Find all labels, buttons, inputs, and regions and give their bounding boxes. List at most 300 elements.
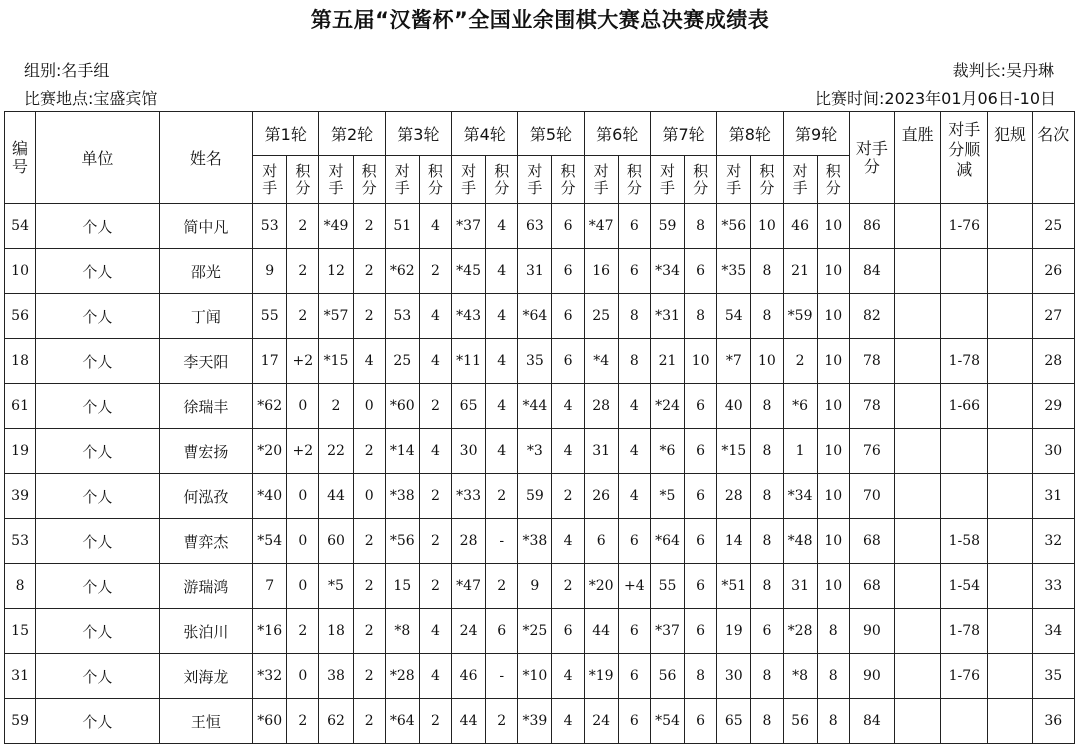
table-row: [5, 384, 1075, 429]
opp-score: 86: [849, 204, 894, 249]
header-opp-desc: [941, 112, 988, 204]
round-4-opponent: *33: [452, 474, 486, 519]
round-2-score: 0: [353, 474, 385, 519]
round-5-score: 4: [552, 699, 584, 744]
direct-win: [895, 294, 941, 339]
table-row: [5, 699, 1075, 744]
round-8-score: 10: [751, 339, 783, 384]
player-name: 丁闻: [159, 294, 252, 339]
header-round-3: 第3轮: [385, 112, 451, 156]
round-9-score: 10: [817, 384, 849, 429]
header-opponent-text: 对手: [593, 161, 609, 197]
round-7-opponent: 59: [650, 204, 684, 249]
player-name: 游瑞鸿: [159, 564, 252, 609]
round-8-score: 8: [751, 429, 783, 474]
round-5-score: 4: [552, 519, 584, 564]
header-score-text: 积分: [560, 161, 576, 197]
round-1-opponent: *54: [253, 519, 287, 564]
round-7-opponent: 56: [650, 654, 684, 699]
round-4-score: -: [486, 519, 518, 564]
direct-win: [895, 249, 941, 294]
opp-score: 68: [849, 519, 894, 564]
round-2-opponent: 12: [319, 249, 353, 294]
round-5-score: 4: [552, 429, 584, 474]
opp-score: 78: [849, 339, 894, 384]
header-opp-score-text: 对手分: [855, 138, 888, 176]
round-3-opponent: *8: [385, 609, 419, 654]
round-8-opponent: 65: [717, 699, 751, 744]
opp-score-desc: 1-78: [941, 609, 988, 654]
table-row: [5, 519, 1075, 564]
player-no: 54: [5, 204, 36, 249]
direct-win: [895, 699, 941, 744]
round-1-opponent: 55: [253, 294, 287, 339]
round-6-opponent: 25: [584, 294, 618, 339]
round-3-score: 4: [419, 609, 451, 654]
round-2-opponent: *57: [319, 294, 353, 339]
round-8-opponent: 19: [717, 609, 751, 654]
round-5-score: 6: [552, 609, 584, 654]
round-4-opponent: *45: [452, 249, 486, 294]
round-5-score: 2: [552, 474, 584, 519]
round-4-score: 4: [486, 429, 518, 474]
round-8-opponent: *15: [717, 429, 751, 474]
round-7-score: 6: [685, 474, 717, 519]
player-unit: 个人: [36, 384, 160, 429]
direct-win: [895, 339, 941, 384]
round-6-score: 6: [618, 654, 650, 699]
round-3-opponent: *28: [385, 654, 419, 699]
foul: [988, 294, 1032, 339]
foul: [988, 609, 1032, 654]
round-8-opponent: 40: [717, 384, 751, 429]
round-7-opponent: 21: [650, 339, 684, 384]
round-6-score: 4: [618, 384, 650, 429]
direct-win: [895, 384, 941, 429]
direct-win: [895, 474, 941, 519]
header-opponent-r4: [452, 156, 486, 204]
round-6-score: 6: [618, 609, 650, 654]
header-opponent-text: 对手: [659, 161, 675, 197]
header-score-r1: [287, 156, 319, 204]
round-9-score: 8: [817, 609, 849, 654]
header-round-6: 第6轮: [584, 112, 650, 156]
round-3-score: 2: [419, 384, 451, 429]
foul: [988, 249, 1032, 294]
player-no: 8: [5, 564, 36, 609]
player-unit: 个人: [36, 699, 160, 744]
header-foul: 犯规: [988, 112, 1032, 204]
round-8-score: 8: [751, 654, 783, 699]
player-no: 61: [5, 384, 36, 429]
round-1-opponent: *32: [253, 654, 287, 699]
round-3-score: 2: [419, 474, 451, 519]
round-3-score: 4: [419, 654, 451, 699]
table-row: [5, 654, 1075, 699]
header-score-r2: [353, 156, 385, 204]
round-1-opponent: *62: [253, 384, 287, 429]
table-row: [5, 564, 1075, 609]
round-8-opponent: *35: [717, 249, 751, 294]
round-6-score: 4: [618, 474, 650, 519]
round-3-opponent: 51: [385, 204, 419, 249]
player-no: 53: [5, 519, 36, 564]
rank: 33: [1032, 564, 1074, 609]
round-5-opponent: 31: [518, 249, 552, 294]
round-5-score: 4: [552, 384, 584, 429]
direct-win: [895, 609, 941, 654]
header-no-text: 编号: [12, 138, 29, 176]
rank: 32: [1032, 519, 1074, 564]
table-row: [5, 339, 1075, 384]
rank: 35: [1032, 654, 1074, 699]
round-2-opponent: 38: [319, 654, 353, 699]
opp-score-desc: 1-66: [941, 384, 988, 429]
round-2-opponent: *49: [319, 204, 353, 249]
round-4-score: 2: [486, 564, 518, 609]
round-5-score: 4: [552, 654, 584, 699]
round-4-opponent: 65: [452, 384, 486, 429]
round-7-opponent: *34: [650, 249, 684, 294]
round-3-score: 4: [419, 294, 451, 339]
player-name: 邵光: [159, 249, 252, 294]
table-row: [5, 294, 1075, 339]
round-3-opponent: *62: [385, 249, 419, 294]
header-round-4: 第4轮: [452, 112, 518, 156]
round-1-score: 2: [287, 294, 319, 339]
player-unit: 个人: [36, 294, 160, 339]
player-name: 曹宏扬: [159, 429, 252, 474]
header-opponent-r6: [584, 156, 618, 204]
rank: 36: [1032, 699, 1074, 744]
player-unit: 个人: [36, 609, 160, 654]
round-2-opponent: *5: [319, 564, 353, 609]
round-8-score: 8: [751, 564, 783, 609]
round-4-opponent: 46: [452, 654, 486, 699]
round-3-score: 4: [419, 429, 451, 474]
round-3-opponent: 15: [385, 564, 419, 609]
opp-score: 84: [849, 249, 894, 294]
round-4-score: 4: [486, 339, 518, 384]
round-1-score: 0: [287, 564, 319, 609]
round-4-score: -: [486, 654, 518, 699]
round-9-score: 8: [817, 699, 849, 744]
header-opponent-r5: [518, 156, 552, 204]
round-4-opponent: *43: [452, 294, 486, 339]
opp-score-desc: 1-54: [941, 564, 988, 609]
round-5-score: 6: [552, 204, 584, 249]
header-opponent-r7: [650, 156, 684, 204]
round-6-opponent: *19: [584, 654, 618, 699]
player-name: 简中凡: [159, 204, 252, 249]
round-2-score: 2: [353, 564, 385, 609]
opp-score: 82: [849, 294, 894, 339]
round-1-score: 2: [287, 204, 319, 249]
table-row: [5, 429, 1075, 474]
round-7-score: 6: [685, 249, 717, 294]
round-3-score: 4: [419, 339, 451, 384]
header-score-r4: [486, 156, 518, 204]
round-9-opponent: *34: [783, 474, 817, 519]
header-round-9: 第9轮: [783, 112, 849, 156]
round-9-score: 10: [817, 204, 849, 249]
round-4-score: 4: [486, 294, 518, 339]
results-table: [4, 111, 1075, 744]
round-5-opponent: *44: [518, 384, 552, 429]
round-8-score: 8: [751, 249, 783, 294]
opp-score: 90: [849, 609, 894, 654]
header-opponent-text: 对手: [262, 161, 278, 197]
player-name: 王恒: [159, 699, 252, 744]
rank: 28: [1032, 339, 1074, 384]
round-1-score: +2: [287, 339, 319, 384]
round-3-score: 4: [419, 204, 451, 249]
round-9-opponent: 21: [783, 249, 817, 294]
round-3-opponent: *56: [385, 519, 419, 564]
direct-win: [895, 654, 941, 699]
opp-score-desc: 1-76: [941, 654, 988, 699]
round-5-opponent: 63: [518, 204, 552, 249]
round-9-opponent: 46: [783, 204, 817, 249]
round-7-opponent: 55: [650, 564, 684, 609]
header-opponent-r3: [385, 156, 419, 204]
header-score-text: 积分: [361, 161, 377, 197]
round-7-score: 10: [685, 339, 717, 384]
round-9-score: 8: [817, 654, 849, 699]
table-row: [5, 474, 1075, 519]
round-2-score: 2: [353, 699, 385, 744]
rank: 25: [1032, 204, 1074, 249]
header-opponent-text: 对手: [726, 161, 742, 197]
group-label: 组别:名手组: [24, 61, 110, 80]
round-5-opponent: *3: [518, 429, 552, 474]
header-score-text: 积分: [427, 161, 443, 197]
player-no: 10: [5, 249, 36, 294]
round-5-opponent: *64: [518, 294, 552, 339]
round-6-score: 6: [618, 249, 650, 294]
opp-score: 70: [849, 474, 894, 519]
header-opponent-r9: [783, 156, 817, 204]
round-7-score: 8: [685, 654, 717, 699]
player-no: 39: [5, 474, 36, 519]
round-2-opponent: 18: [319, 609, 353, 654]
foul: [988, 654, 1032, 699]
round-9-opponent: *59: [783, 294, 817, 339]
round-2-score: 0: [353, 384, 385, 429]
opp-score-desc: [941, 249, 988, 294]
round-4-score: 4: [486, 249, 518, 294]
round-2-opponent: 2: [319, 384, 353, 429]
round-8-score: 8: [751, 699, 783, 744]
header-direct-win: 直胜: [895, 112, 941, 204]
venue-label: 比赛地点:宝盛宾馆: [24, 89, 158, 108]
player-name: 曹弈杰: [159, 519, 252, 564]
header-opponent-text: 对手: [527, 161, 543, 197]
round-6-opponent: 16: [584, 249, 618, 294]
header-opponent-text: 对手: [328, 161, 344, 197]
round-5-opponent: *25: [518, 609, 552, 654]
round-5-score: 6: [552, 294, 584, 339]
header-score-r6: [618, 156, 650, 204]
round-7-score: 6: [685, 564, 717, 609]
header-opponent-r2: [319, 156, 353, 204]
header-round-2: 第2轮: [319, 112, 385, 156]
foul: [988, 384, 1032, 429]
round-6-score: 6: [618, 204, 650, 249]
round-1-score: 2: [287, 249, 319, 294]
player-no: 56: [5, 294, 36, 339]
round-1-opponent: *60: [253, 699, 287, 744]
round-6-opponent: *47: [584, 204, 618, 249]
header-score-r5: [552, 156, 584, 204]
round-5-opponent: *38: [518, 519, 552, 564]
round-2-score: 2: [353, 204, 385, 249]
round-6-opponent: 26: [584, 474, 618, 519]
round-4-score: 2: [486, 699, 518, 744]
round-7-opponent: *64: [650, 519, 684, 564]
player-unit: 个人: [36, 204, 160, 249]
round-6-score: 8: [618, 294, 650, 339]
rank: 26: [1032, 249, 1074, 294]
round-6-score: 4: [618, 429, 650, 474]
direct-win: [895, 204, 941, 249]
round-1-score: 2: [287, 609, 319, 654]
round-6-opponent: 44: [584, 609, 618, 654]
round-6-opponent: *20: [584, 564, 618, 609]
header-round-5: 第5轮: [518, 112, 584, 156]
header-round-7: 第7轮: [650, 112, 716, 156]
header-opponent-text: 对手: [461, 161, 477, 197]
rank: 34: [1032, 609, 1074, 654]
round-8-opponent: 14: [717, 519, 751, 564]
header-opponent-text: 对手: [792, 161, 808, 197]
round-5-opponent: *10: [518, 654, 552, 699]
foul: [988, 204, 1032, 249]
direct-win: [895, 429, 941, 474]
foul: [988, 429, 1032, 474]
opp-score: 90: [849, 654, 894, 699]
round-2-opponent: *15: [319, 339, 353, 384]
round-2-score: 2: [353, 429, 385, 474]
round-1-opponent: 7: [253, 564, 287, 609]
round-9-opponent: 1: [783, 429, 817, 474]
header-score-text: 积分: [295, 161, 311, 197]
table-row: [5, 249, 1075, 294]
round-8-opponent: *51: [717, 564, 751, 609]
round-9-opponent: 31: [783, 564, 817, 609]
round-8-score: 8: [751, 474, 783, 519]
header-round-8: 第8轮: [717, 112, 783, 156]
round-2-opponent: 22: [319, 429, 353, 474]
rank: 27: [1032, 294, 1074, 339]
round-7-opponent: *31: [650, 294, 684, 339]
round-1-score: 0: [287, 654, 319, 699]
round-1-score: 0: [287, 519, 319, 564]
header-no: [5, 112, 36, 204]
round-6-opponent: 24: [584, 699, 618, 744]
round-2-score: 2: [353, 609, 385, 654]
header-score-text: 积分: [494, 161, 510, 197]
header-score-r7: [685, 156, 717, 204]
round-8-opponent: *56: [717, 204, 751, 249]
round-6-score: 6: [618, 699, 650, 744]
round-9-opponent: 56: [783, 699, 817, 744]
rank: 30: [1032, 429, 1074, 474]
round-2-score: 2: [353, 654, 385, 699]
opp-score: 78: [849, 384, 894, 429]
header-score-text: 积分: [693, 161, 709, 197]
round-2-opponent: 44: [319, 474, 353, 519]
round-4-opponent: 28: [452, 519, 486, 564]
round-5-score: 2: [552, 564, 584, 609]
round-2-score: 4: [353, 339, 385, 384]
player-no: 31: [5, 654, 36, 699]
opp-score-desc: [941, 429, 988, 474]
round-6-opponent: 31: [584, 429, 618, 474]
rank: 31: [1032, 474, 1074, 519]
round-1-opponent: 17: [253, 339, 287, 384]
round-8-score: 10: [751, 204, 783, 249]
round-9-score: 10: [817, 339, 849, 384]
round-3-score: 2: [419, 519, 451, 564]
player-unit: 个人: [36, 564, 160, 609]
header-score-r8: [751, 156, 783, 204]
round-3-opponent: *14: [385, 429, 419, 474]
table-row: [5, 609, 1075, 654]
opp-score-desc: 1-76: [941, 204, 988, 249]
player-unit: 个人: [36, 654, 160, 699]
round-6-score: 8: [618, 339, 650, 384]
opp-score-desc: [941, 294, 988, 339]
round-8-opponent: 30: [717, 654, 751, 699]
round-3-score: 2: [419, 699, 451, 744]
header-score-r3: [419, 156, 451, 204]
round-4-opponent: *47: [452, 564, 486, 609]
foul: [988, 564, 1032, 609]
round-7-score: 6: [685, 609, 717, 654]
header-score-text: 积分: [626, 161, 642, 197]
chief-referee-label: 裁判长:吴丹琳: [952, 61, 1054, 80]
header-score-text: 积分: [759, 161, 775, 197]
round-1-opponent: *20: [253, 429, 287, 474]
player-no: 18: [5, 339, 36, 384]
round-5-opponent: 59: [518, 474, 552, 519]
round-9-opponent: 2: [783, 339, 817, 384]
round-3-opponent: 53: [385, 294, 419, 339]
round-1-score: +2: [287, 429, 319, 474]
round-9-score: 10: [817, 519, 849, 564]
round-7-opponent: *6: [650, 429, 684, 474]
round-6-opponent: *4: [584, 339, 618, 384]
round-9-score: 10: [817, 564, 849, 609]
round-2-opponent: 60: [319, 519, 353, 564]
round-7-opponent: *5: [650, 474, 684, 519]
round-4-opponent: 44: [452, 699, 486, 744]
player-unit: 个人: [36, 474, 160, 519]
header-opp-score: [849, 112, 894, 204]
round-8-score: 8: [751, 519, 783, 564]
opp-score-desc: [941, 699, 988, 744]
round-3-score: 2: [419, 564, 451, 609]
round-7-opponent: *54: [650, 699, 684, 744]
header-opponent-r8: [717, 156, 751, 204]
round-7-score: 6: [685, 429, 717, 474]
round-1-opponent: *40: [253, 474, 287, 519]
header-round-1: 第1轮: [253, 112, 319, 156]
round-3-opponent: *64: [385, 699, 419, 744]
foul: [988, 474, 1032, 519]
round-9-opponent: *8: [783, 654, 817, 699]
